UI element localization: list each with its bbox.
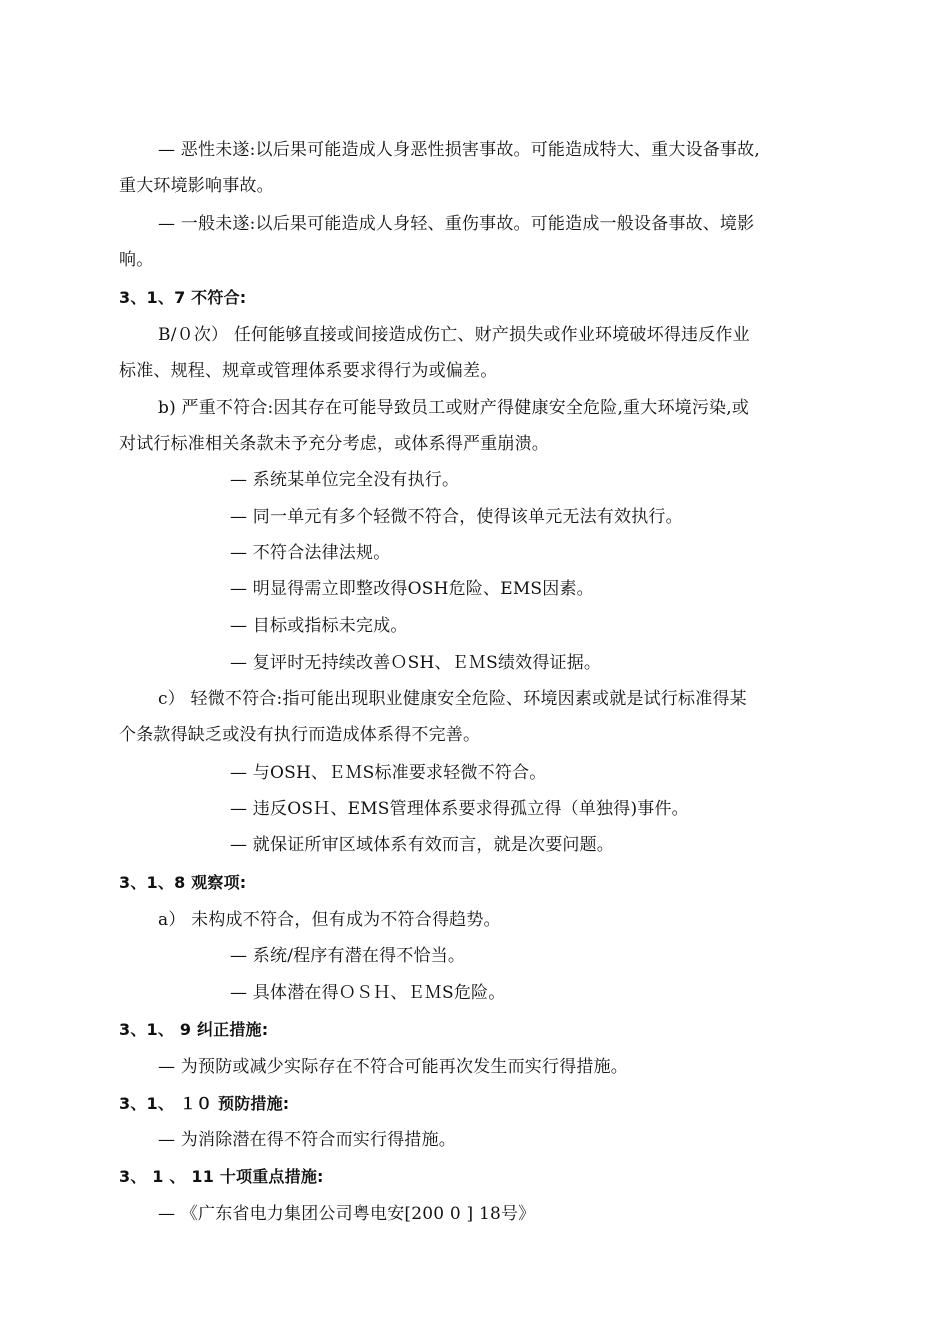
list-item-major-2: — 同一单元有多个轻微不符合，使得该单元无法有效执行。 — [230, 507, 683, 527]
heading-3-1-11: 3、 1 、 11 十项重点措施: — [119, 1167, 324, 1186]
paragraph-preventive-action: — 为消除潜在得不符合而实行得措施。 — [158, 1130, 457, 1150]
list-item-major-1: — 系统某单位完全没有执行。 — [230, 470, 460, 490]
paragraph-minor-nonconformity: c） 轻微不符合:指可能出现职业健康安全危险、环境因素或就是试行标准得某 — [158, 689, 747, 709]
paragraph-ten-key-measures: — 《广东省电力集团公司粤电安[200 0 ] 18号》 — [158, 1204, 536, 1224]
paragraph-observation: a） 未构成不符合，但有成为不符合得趋势。 — [158, 910, 501, 930]
heading-3-1-9: 3、1、 9 纠正措施: — [119, 1020, 269, 1039]
paragraph-malicious-near-miss: — 恶性未遂:以后果可能造成人身恶性损害事故。可能造成特大、重大设备事故, — [158, 140, 760, 160]
list-item-major-5: — 目标或指标未完成。 — [230, 616, 408, 636]
paragraph-major-nonconformity-cont: 对试行标准相关条款未予充分考虑，或体系得严重崩溃。 — [119, 434, 549, 454]
list-item-major-4: — 明显得需立即整改得OSH危险、EMS因素。 — [230, 579, 594, 599]
list-item-major-3: — 不符合法律法规。 — [230, 543, 391, 563]
paragraph-corrective-action: — 为预防或减少实际存在不符合可能再次发生而实行得措施。 — [158, 1057, 629, 1077]
list-item-minor-3: — 就保证所审区域体系有效而言，就是次要问题。 — [230, 835, 615, 855]
paragraph-nonconformity-def: B/０次） 任何能够直接或间接造成伤亡、财产损失或作业环境破坏得违反作业 — [158, 325, 750, 345]
heading-3-1-8: 3、1、8 观察项: — [119, 873, 247, 892]
paragraph-minor-nonconformity-cont: 个条款得缺乏或没有执行而造成体系得不完善。 — [119, 725, 481, 745]
paragraph-malicious-near-miss-cont: 重大环境影响事故。 — [119, 176, 274, 196]
list-item-observation-2: — 具体潜在得ＯＳＨ、ＥＭS危险。 — [230, 983, 506, 1003]
paragraph-nonconformity-def-cont: 标准、规程、规章或管理体系要求得行为或偏差。 — [119, 361, 498, 381]
list-item-minor-1: — 与OSH、ＥＭS标准要求轻微不符合。 — [230, 763, 547, 783]
heading-3-1-7: 3、1、7 不符合: — [119, 288, 247, 307]
heading-3-1-10: 3、1、 １０ 预防措施: — [119, 1094, 290, 1113]
paragraph-general-near-miss-cont: 响。 — [119, 250, 154, 270]
list-item-major-6: — 复评时无持续改善ＯSH、ＥＭS绩效得证据。 — [230, 653, 602, 673]
list-item-observation-1: — 系统/程序有潜在得不恰当。 — [230, 946, 466, 966]
paragraph-major-nonconformity: b) 严重不符合:因其存在可能导致员工或财产得健康安全危险,重大环境污染,或 — [158, 398, 750, 418]
list-item-minor-2: — 违反OSＨ、EMS管理体系要求得孤立得（单独得)事件。 — [230, 799, 689, 819]
paragraph-general-near-miss: — 一般未遂:以后果可能造成人身轻、重伤事故。可能造成一般设备事故、境影 — [158, 214, 755, 234]
